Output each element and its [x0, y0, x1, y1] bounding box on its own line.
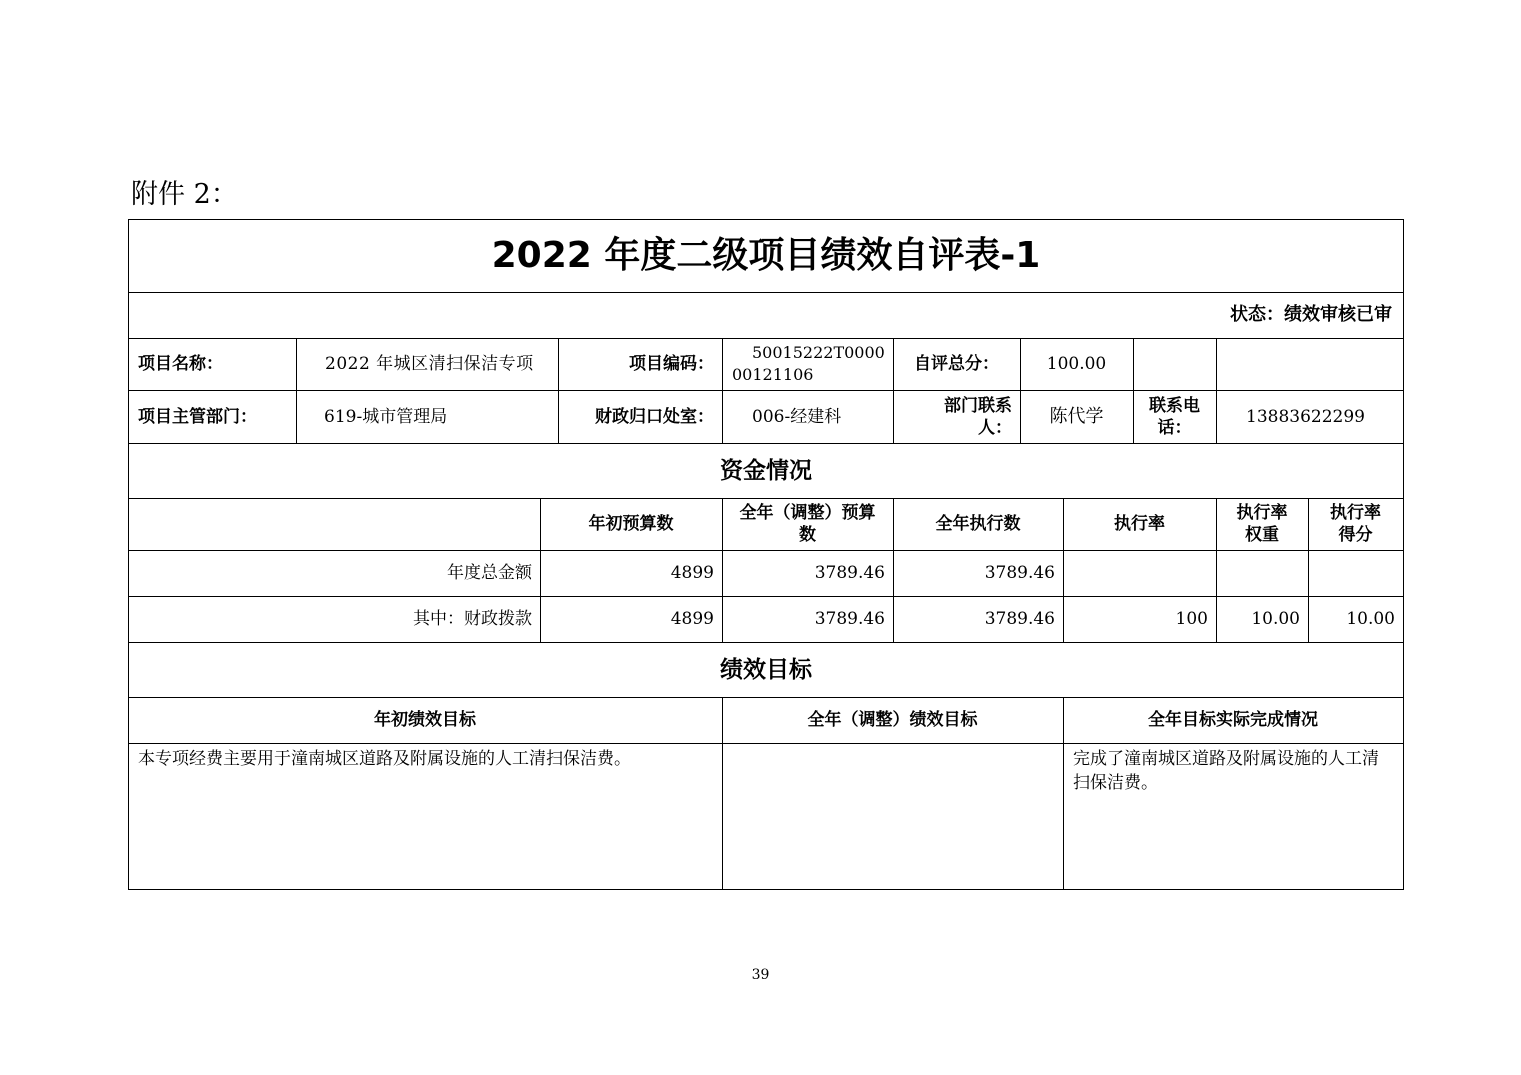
goals-header-initial: 年初绩效目标	[374, 710, 476, 730]
funds-row-initial-budget: 4899	[670, 563, 714, 583]
dept-label: 项目主管部门：	[138, 406, 257, 427]
funds-row-rate-score	[1308, 550, 1403, 596]
funds-row-rate: 100	[1175, 609, 1208, 629]
page-number: 39	[751, 967, 770, 983]
funds-row-executed: 3789.46	[984, 609, 1055, 629]
funds-row-initial-budget: 4899	[670, 609, 714, 629]
funds-row-rate-weight: 10.00	[1251, 609, 1300, 629]
goals-header-actual: 全年目标实际完成情况	[1148, 710, 1318, 730]
self-score-value: 100.00	[1046, 354, 1107, 374]
funds-header-rate-weight: 执行率权重	[1236, 503, 1288, 545]
funds-row-rate	[1063, 550, 1216, 596]
attachment-label: 附件 2：	[131, 179, 238, 210]
funds-row-executed: 3789.46	[984, 563, 1055, 583]
goals-section-title: 绩效目标	[720, 656, 812, 683]
project-name-value: 2022 年城区清扫保洁专项	[325, 354, 534, 374]
dept-value: 619-城市管理局	[324, 406, 448, 427]
funds-row-adjusted-budget: 3789.46	[814, 609, 885, 629]
table-title: 2022 年度二级项目绩效自评表-1	[491, 234, 1041, 276]
funds-row-label: 年度总金额	[447, 563, 532, 583]
status-text: 状态：绩效审核已审	[1230, 304, 1392, 325]
funds-header-initial-budget: 年初预算数	[588, 514, 674, 534]
funds-row-rate-weight	[1216, 550, 1308, 596]
finance-office-value: 006-经建科	[752, 406, 842, 427]
goals-initial-text: 本专项经费主要用于潼南城区道路及附属设施的人工清扫保洁费。	[138, 749, 631, 769]
self-score-label: 自评总分：	[914, 354, 999, 374]
funds-header-rate: 执行率	[1114, 514, 1165, 534]
funds-header-rate-score: 执行率得分	[1330, 503, 1381, 545]
finance-office-label: 财政归口处室：	[595, 406, 714, 427]
phone-label: 联系电话：	[1149, 395, 1200, 438]
funds-section-title: 资金情况	[720, 457, 812, 484]
funds-header-executed: 全年执行数	[935, 514, 1021, 534]
funds-row-adjusted-budget: 3789.46	[814, 563, 885, 583]
goals-adjusted-text	[722, 743, 1063, 889]
phone-value: 13883622299	[1246, 406, 1365, 427]
goals-header-adjusted: 全年（调整）绩效目标	[807, 710, 978, 730]
project-code-label: 项目编码：	[629, 354, 714, 374]
funds-row-label: 其中：财政拨款	[413, 609, 532, 629]
contact-value: 陈代学	[1049, 405, 1104, 427]
project-code-value: 50015222T000000121106	[732, 343, 885, 384]
goals-actual-text: 完成了潼南城区道路及附属设施的人工清扫保洁费。	[1073, 749, 1379, 793]
project-name-label: 项目名称：	[138, 354, 223, 374]
funds-header-adjusted-budget: 全年（调整）预算数	[739, 503, 876, 545]
funds-row-rate-score: 10.00	[1346, 609, 1395, 629]
contact-label: 部门联系人：	[944, 395, 1012, 438]
